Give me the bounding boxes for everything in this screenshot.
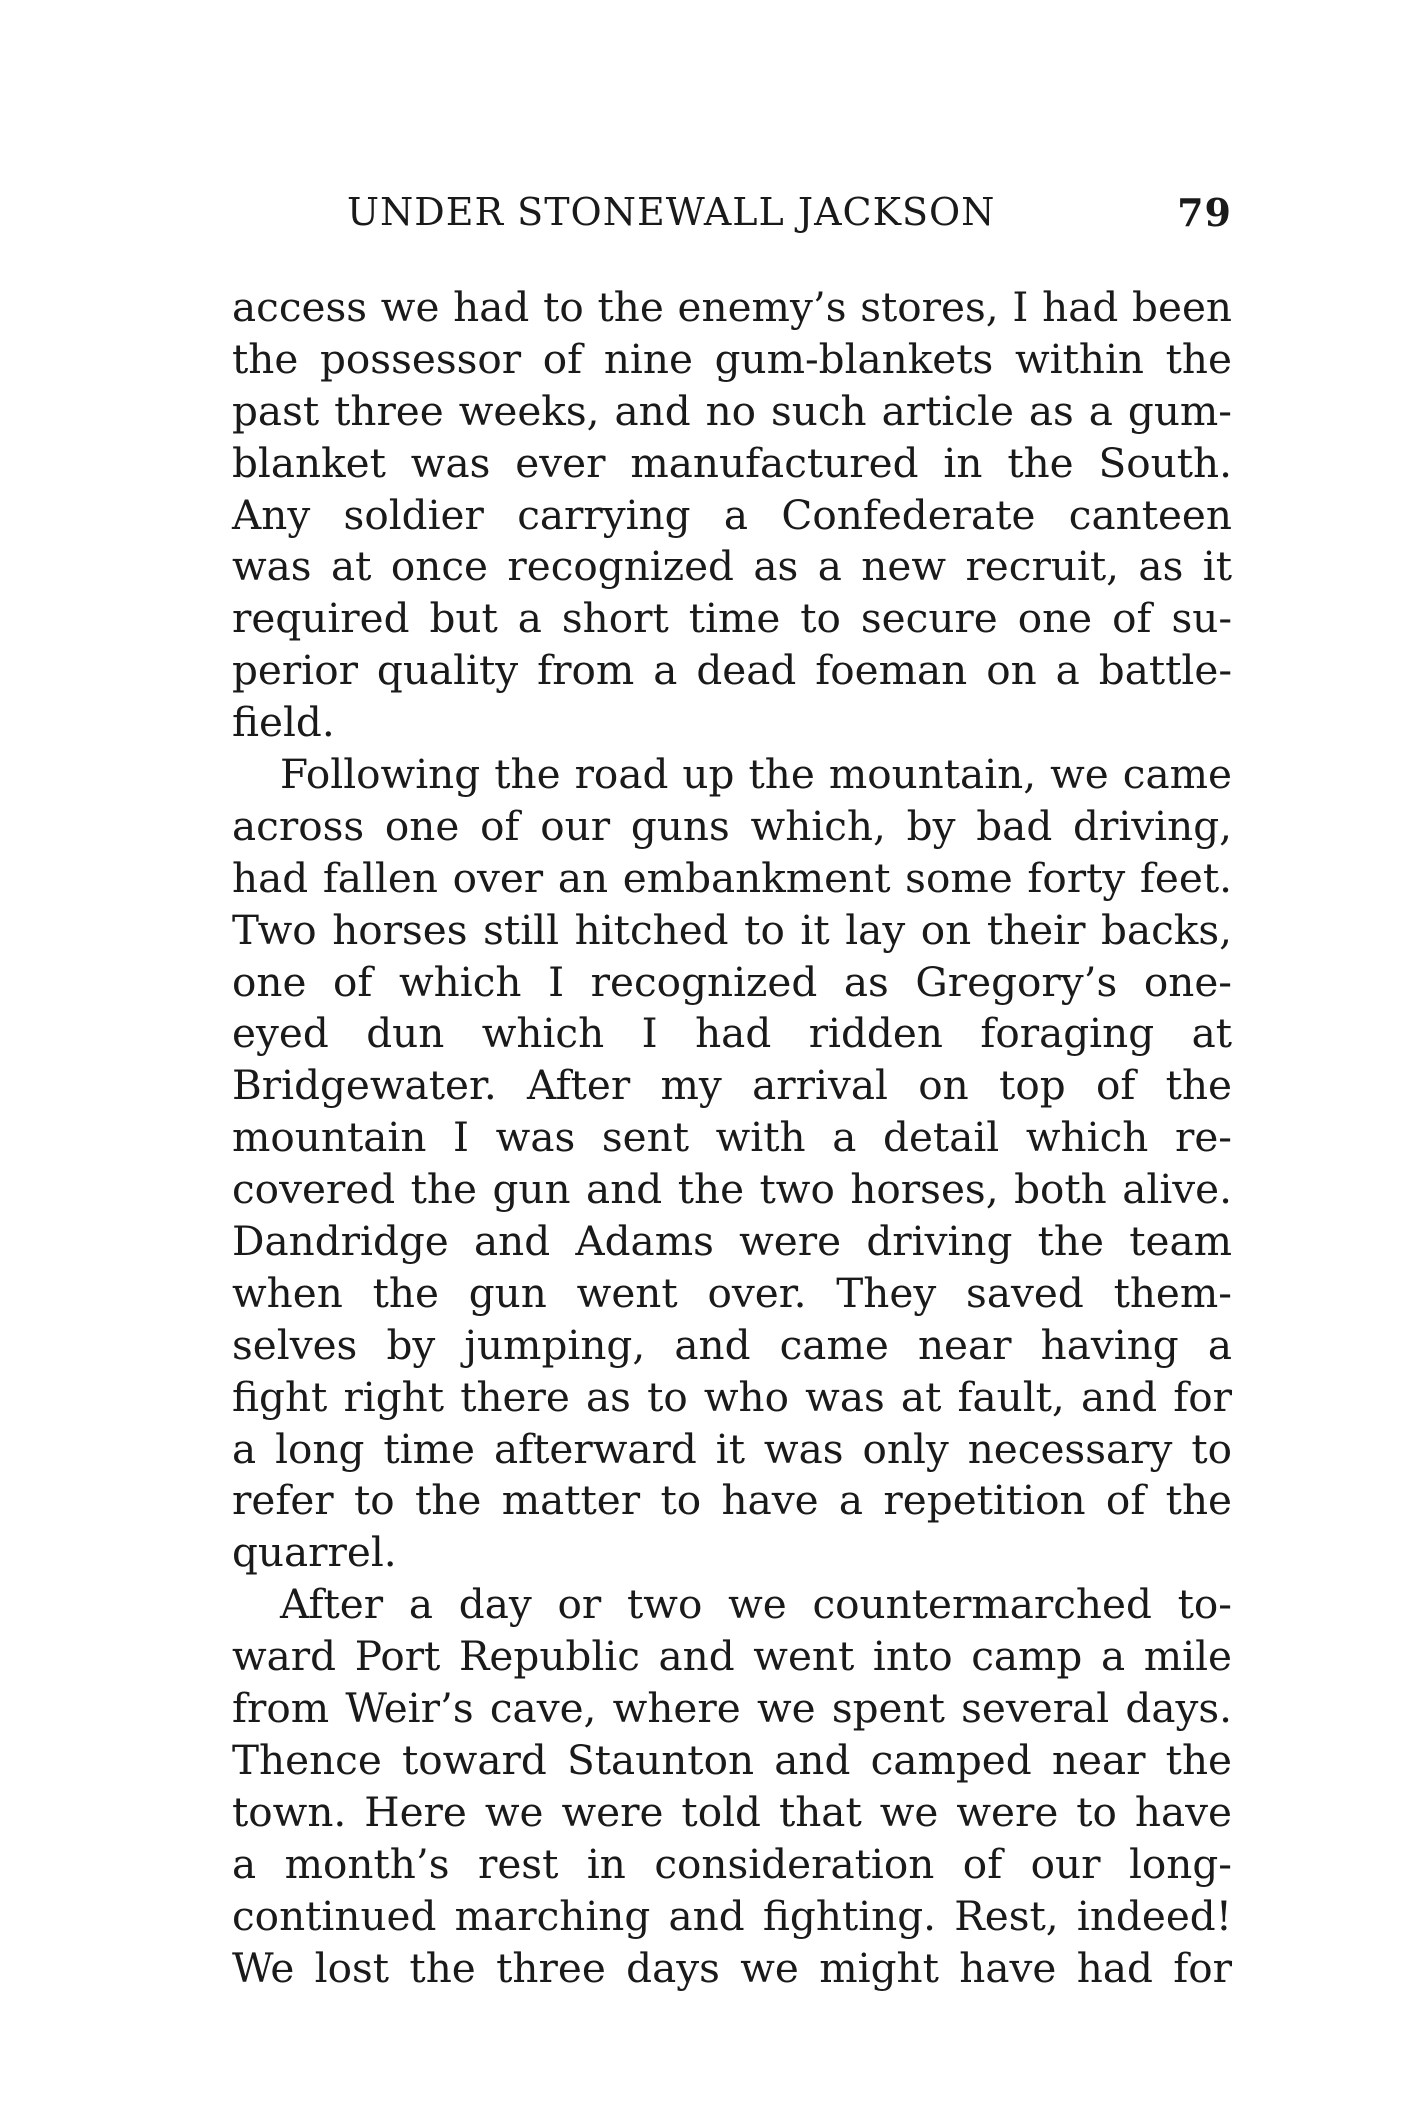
text-line: fight right there as to who was at fault, and for xyxy=(232,1372,1232,1421)
text-line: past three weeks, and no such article as a gum- xyxy=(232,386,1232,435)
text-line: Two horses still hitched to it lay on their backs, xyxy=(232,905,1232,954)
text-line: Following the road up the mountain, we came xyxy=(280,750,1232,799)
text-line: was at once recognized as a new recruit, as it xyxy=(232,542,1232,591)
text-line: town. Here we were told that we were to have xyxy=(232,1787,1232,1836)
paragraph-1 xyxy=(232,282,1232,749)
text-line: required but a short time to secure one of su- xyxy=(232,594,1232,643)
paragraph-2 xyxy=(232,749,1232,1579)
text-line: when the gun went over. They saved them- xyxy=(232,1268,1232,1317)
text-line: blanket was ever manufactured in the South. xyxy=(232,438,1232,487)
text-line: one of which I recognized as Gregory’s one- xyxy=(232,957,1232,1006)
text-line: Any soldier carrying a Confederate canteen xyxy=(232,490,1232,539)
running-title: UNDER STONEWALL JACKSON xyxy=(347,190,996,234)
text-line: ward Port Republic and went into camp a mile xyxy=(232,1632,1232,1681)
running-header xyxy=(232,190,1232,250)
paragraph-3 xyxy=(232,1579,1232,1994)
text-line: mountain I was sent with a detail which re- xyxy=(232,1113,1232,1162)
text-line: Bridgewater. After my arrival on top of the xyxy=(232,1061,1232,1110)
text-line: quarrel. xyxy=(232,1528,397,1577)
text-line: eyed dun which I had ridden foraging at xyxy=(232,1009,1232,1058)
text-line: Dandridge and Adams were driving the team xyxy=(232,1217,1232,1266)
text-line: from Weir’s cave, where we spent several days. xyxy=(232,1684,1232,1733)
text-line: We lost the three days we might have had for xyxy=(232,1943,1232,1992)
text-line: across one of our guns which, by bad driving, xyxy=(232,801,1232,850)
text-line: After a day or two we countermarched to- xyxy=(280,1580,1232,1629)
text-line: Thence toward Staunton and camped near the xyxy=(232,1735,1232,1784)
text-line: a month’s rest in consideration of our long- xyxy=(232,1839,1232,1888)
text-line: selves by jumping, and came near having a xyxy=(232,1320,1232,1369)
text-line: access we had to the enemy’s stores, I had been xyxy=(232,283,1232,331)
text-line: covered the gun and the two horses, both alive. xyxy=(232,1165,1232,1214)
body-text xyxy=(232,282,1232,1994)
text-line: perior quality from a dead foeman on a battle- xyxy=(232,646,1232,695)
text-line: a long time afterward it was only necessary to xyxy=(232,1424,1232,1473)
text-line: field. xyxy=(232,698,335,747)
text-line: the possessor of nine gum-blankets within the xyxy=(232,334,1232,383)
text-line: continued marching and fighting. Rest, indeed! xyxy=(232,1891,1232,1940)
text-line: refer to the matter to have a repetition of the xyxy=(232,1476,1232,1525)
text-line: had fallen over an embankment some forty feet. xyxy=(232,853,1232,902)
page-number: 79 xyxy=(1177,190,1232,235)
